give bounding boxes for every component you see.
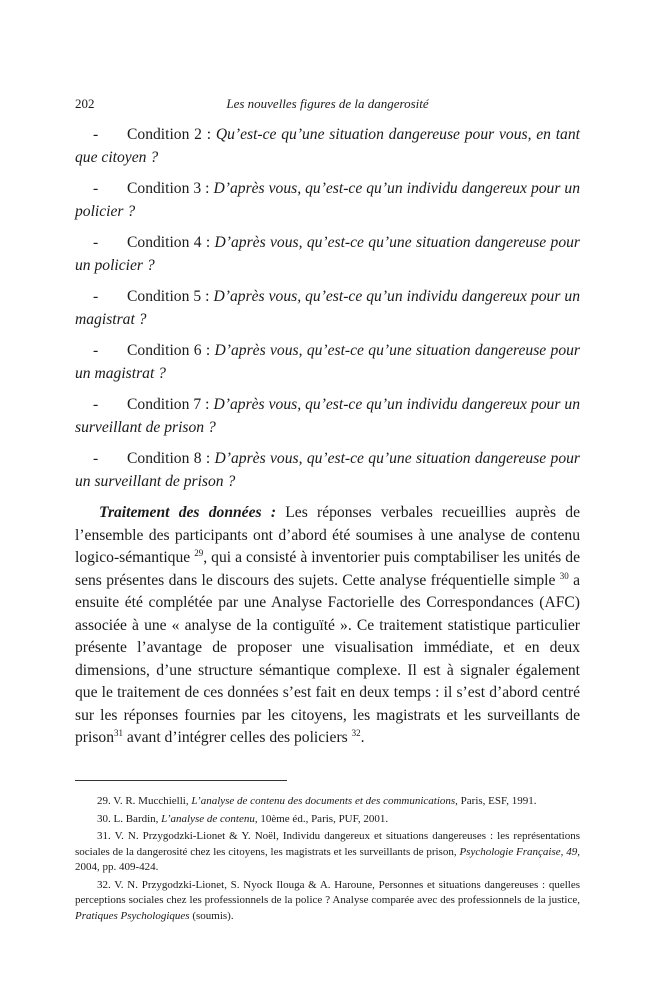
condition-question: D’après vous, qu’est-ce qu’une situation dangereuse pour un surveillant de prison ? bbox=[75, 450, 580, 490]
condition-question: D’après vous, qu’est-ce qu’un individu dangereux pour un magistrat ? bbox=[75, 288, 580, 328]
condition-label: Condition 6 : bbox=[127, 342, 211, 359]
condition-label: Condition 4 : bbox=[127, 234, 211, 251]
condition-question: D’après vous, qu’est-ce qu’un individu dangereux pour un surveillant de prison ? bbox=[75, 396, 580, 436]
condition-label: Condition 8 : bbox=[127, 450, 211, 467]
list-dash: - bbox=[93, 126, 99, 143]
page-number: 202 bbox=[75, 96, 95, 111]
list-dash: - bbox=[93, 180, 99, 197]
condition-question: D’après vous, qu’est-ce qu’une situation dangereuse pour un policier ? bbox=[75, 234, 580, 274]
footnote-text: 29. V. R. Mucchielli, bbox=[97, 795, 192, 807]
condition-label: Condition 3 : bbox=[127, 180, 210, 197]
list-dash: - bbox=[93, 450, 99, 467]
footnotes bbox=[75, 794, 580, 926]
condition-label: Condition 5 : bbox=[127, 288, 210, 305]
footnote-29 bbox=[75, 794, 580, 810]
condition-question: D’après vous, qu’est-ce qu’une situation dangereuse pour un magistrat ? bbox=[75, 342, 580, 382]
condition-label: Condition 2 : bbox=[127, 126, 212, 143]
footnote-ref-31: 31 bbox=[113, 728, 123, 738]
footnote-32 bbox=[75, 878, 580, 925]
footnote-31 bbox=[75, 829, 580, 876]
footnote-title: L’analyse de contenu bbox=[161, 812, 255, 825]
list-dash: - bbox=[93, 288, 99, 305]
list-dash: - bbox=[93, 396, 99, 413]
condition-question: Qu’est-ce qu’une situation dangereuse pour vous, en tant que citoyen ? bbox=[75, 126, 580, 166]
running-header bbox=[75, 96, 580, 116]
footnote-title: L’analyse de contenu des documents et des communications bbox=[191, 795, 456, 807]
paragraph-text: , qui a consisté à inventorier puis comptabiliser les unités de sens présentes dans le discours des sujets. Cette analyse fréquentielle simple bbox=[75, 549, 580, 589]
condition-item bbox=[75, 394, 580, 439]
footnote-title: Psychologie Française, 49 bbox=[459, 845, 578, 858]
footnote-ref-32: 32 bbox=[351, 728, 361, 738]
condition-item bbox=[75, 178, 580, 223]
list-dash: - bbox=[93, 342, 99, 359]
condition-label: Condition 7 : bbox=[127, 396, 210, 413]
paragraph-text: . bbox=[360, 729, 365, 746]
condition-question: D’après vous, qu’est-ce qu’un individu dangereux pour un policier ? bbox=[75, 180, 580, 220]
footnote-divider bbox=[75, 780, 287, 781]
footnote-ref-30: 30 bbox=[559, 570, 569, 581]
condition-item bbox=[75, 286, 580, 331]
footnote-text: , 2004, pp. 409-424. bbox=[75, 845, 580, 873]
footnote-text: (soumis). bbox=[189, 909, 234, 922]
condition-item bbox=[75, 232, 580, 277]
list-dash: - bbox=[93, 234, 99, 251]
condition-item bbox=[75, 124, 580, 169]
footnote-title: Pratiques Psychologiques bbox=[75, 909, 190, 922]
paragraph-text: avant d’intégrer celles des policiers bbox=[122, 729, 352, 746]
footnote-text: , 10ème éd., Paris, PUF, 2001. bbox=[254, 812, 389, 825]
paragraph-lead: Traitement des données : bbox=[99, 504, 277, 521]
condition-item bbox=[75, 340, 580, 385]
footnote-text: , Paris, ESF, 1991. bbox=[455, 795, 537, 807]
condition-item bbox=[75, 448, 580, 493]
footnote-30 bbox=[75, 812, 580, 828]
paragraph-text: a ensuite été complétée par une Analyse Factorielle des Correspondances (AFC) associée à une « analyse de la contiguïté ». Ce traitement statistique particulier présente l’avantage de proposer une visualisation immédiate, et en deux dimensions, d’une structure sémantique complexe. Il est à signaler également que le traitement de ces données s’est fait en deux temps : il s’est d’abord centré sur les réponses fournies par les citoyens, les magistrats et les surveillants de prison bbox=[75, 571, 581, 746]
footnote-text: 32. V. N. Przygodzki-Lionet, S. Nyock Ilouga & A. Haroune, Personnes et situations dangereuses : quelles perceptions sociales chez les professionnels de la police ? Analyse comparée avec des professionnels de la justice, bbox=[75, 878, 580, 906]
running-title: Les nouvelles figures de la dangerosité bbox=[226, 96, 429, 111]
body-text bbox=[75, 124, 580, 750]
footnote-text: 31. V. N. Przygodzki-Lionet & Y. Noël, Individu dangereux et situations dangereuses : les représentations sociales de la dangerosité chez les citoyens, les magistrats et les surveillants de prison, bbox=[75, 830, 580, 858]
paragraph-text: Les réponses verbales recueillies auprès de l’ensemble des participants ont d’abord été soumises à une analyse de contenu logico-sémantique bbox=[75, 504, 580, 566]
data-processing-paragraph bbox=[75, 502, 580, 750]
footnote-text: 30. L. Bardin, bbox=[97, 812, 162, 825]
footnote-ref-29: 29 bbox=[194, 548, 204, 558]
